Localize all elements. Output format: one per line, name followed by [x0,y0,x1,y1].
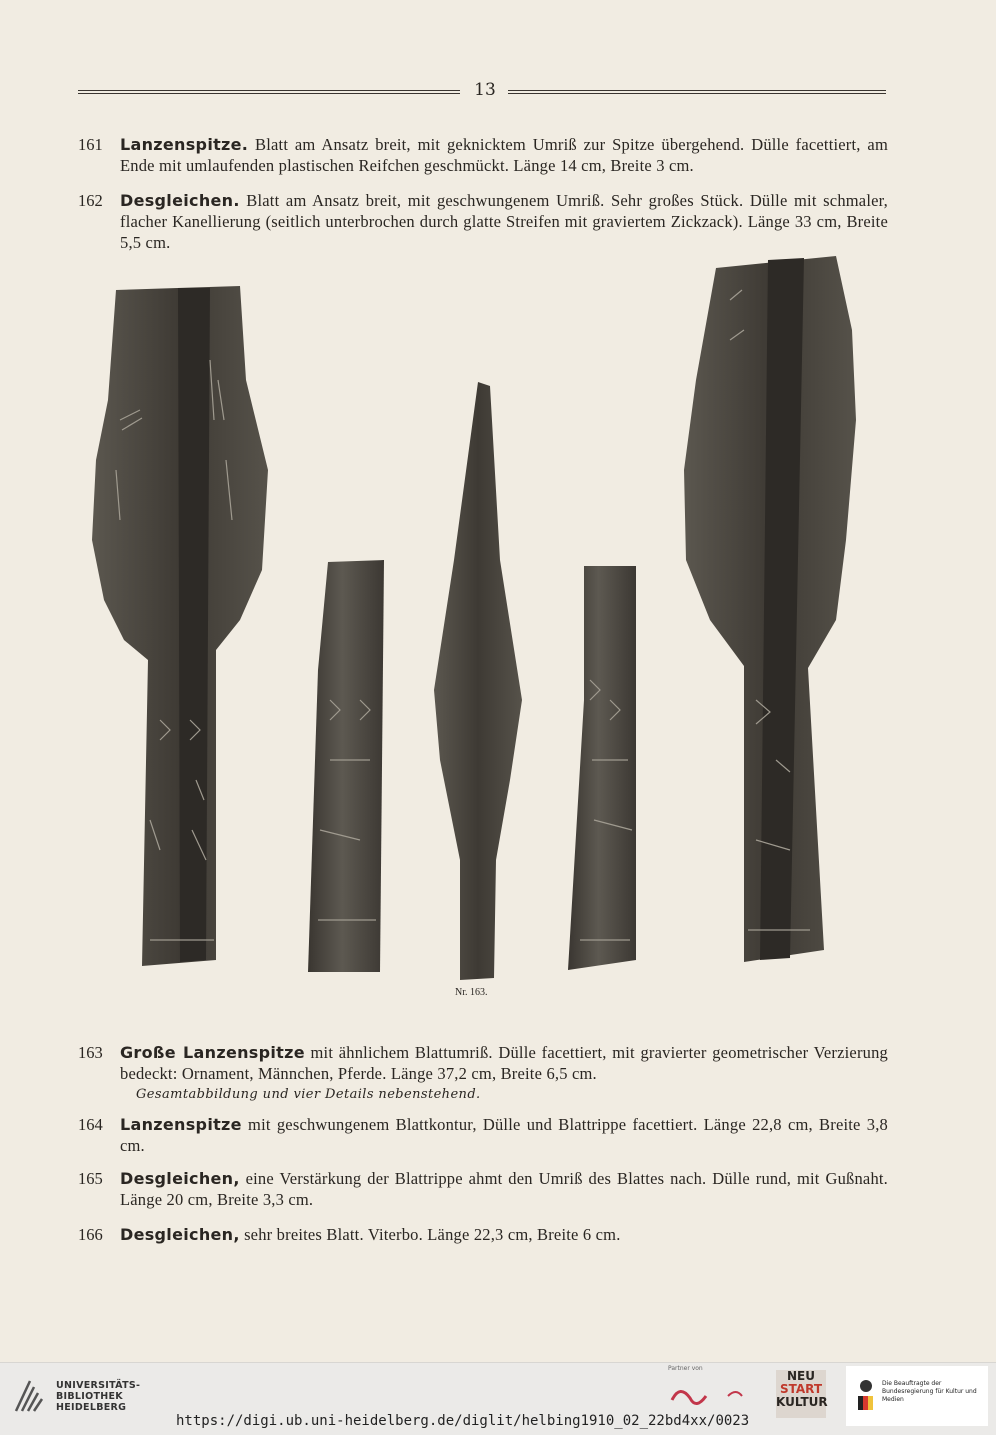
entry-number: 163 [78,1043,103,1062]
permalink-url[interactable]: https://digi.ub.uni-heidelberg.de/diglit/helbing1910_02_22bd4xx/0023 [176,1413,750,1429]
bkm-logo[interactable] [846,1366,988,1426]
entry-163 [78,1042,888,1105]
library-logo-icon[interactable] [12,1375,50,1415]
page-number: 13 [474,80,496,100]
figure-caption: Nr. 163. [455,987,488,998]
neustart-word: NEU [787,1369,815,1383]
spearhead-small-right [568,566,636,970]
partner-logo-icon[interactable] [666,1380,766,1414]
partner-label: Partner von [668,1365,703,1372]
entry-number: 161 [78,135,103,154]
library-name[interactable]: UNIVERSITÄTS- BIBLIOTHEK HEIDELBERG [56,1380,141,1413]
spearhead-small-left [308,560,384,972]
entry-heading: Desgleichen, [120,1169,240,1188]
federal-eagle-icon [856,1378,876,1412]
entry-number: 166 [78,1225,103,1244]
midrib [178,288,210,962]
entry-note: Gesamtabbildung und vier Details nebenstehend. [136,1087,481,1102]
entry-heading: Große Lanzenspitze [120,1043,305,1062]
neustart-kultur-logo[interactable] [776,1370,826,1418]
entry-text: Blatt am Ansatz breit, mit geknicktem Umriß zur Spitze übergehend. Dülle facettiert, am Ende mit umlaufenden plastischen Reifchen geschmückt. Länge 14 cm, Breite 3 cm. [120,135,888,175]
entry-heading: Desgleichen, [120,1225,240,1244]
entry-text: Blatt am Ansatz breit, mit geschwungenem Umriß. Sehr großes Stück. Dülle mit schmaler, flacher Kanellierung (seitlich unterbrochen durch glatte Streifen mit graviertem Zickzack). Länge 33 cm, Breite 5,5 cm. [120,191,888,252]
entry-heading: Lanzenspitze. [120,135,249,154]
entry-text: mit geschwungenem Blattkontur, Dülle und Blattrippe facettiert. Länge 22,8 cm, Breite 3,8 cm. [120,1115,888,1155]
neustart-word: KULTUR [776,1395,828,1409]
entry-text: mit ähnlichem Blattumriß. Dülle facettiert, mit gravierter geometrischer Verzierung bedeckt: Ornament, Männchen, Pferde. Länge 37,2 cm, Breite 6,5 cm. [120,1043,889,1083]
spearhead-center [434,382,522,980]
entry-text: sehr breites Blatt. Viterbo. Länge 22,3 cm, Breite 6 cm. [244,1225,621,1244]
entry-number: 162 [78,191,103,210]
entry-heading: Desgleichen. [120,191,240,210]
bkm-text: Die Beauftragte der Bundesregierung für Kultur und Medien [882,1380,977,1403]
entry-number: 164 [78,1115,103,1134]
entry-165 [78,1168,888,1210]
entry-heading: Lanzenspitze [120,1115,242,1134]
entry-text: eine Verstärkung der Blattrippe ahmt den Umriß des Blattes nach. Dülle rund, mit Gußnaht. Länge 20 cm, Breite 3,3 cm. [120,1169,889,1209]
entry-number: 165 [78,1169,103,1188]
entry-166 [78,1224,888,1245]
neustart-word: START [779,1382,823,1396]
entry-164 [78,1114,888,1156]
